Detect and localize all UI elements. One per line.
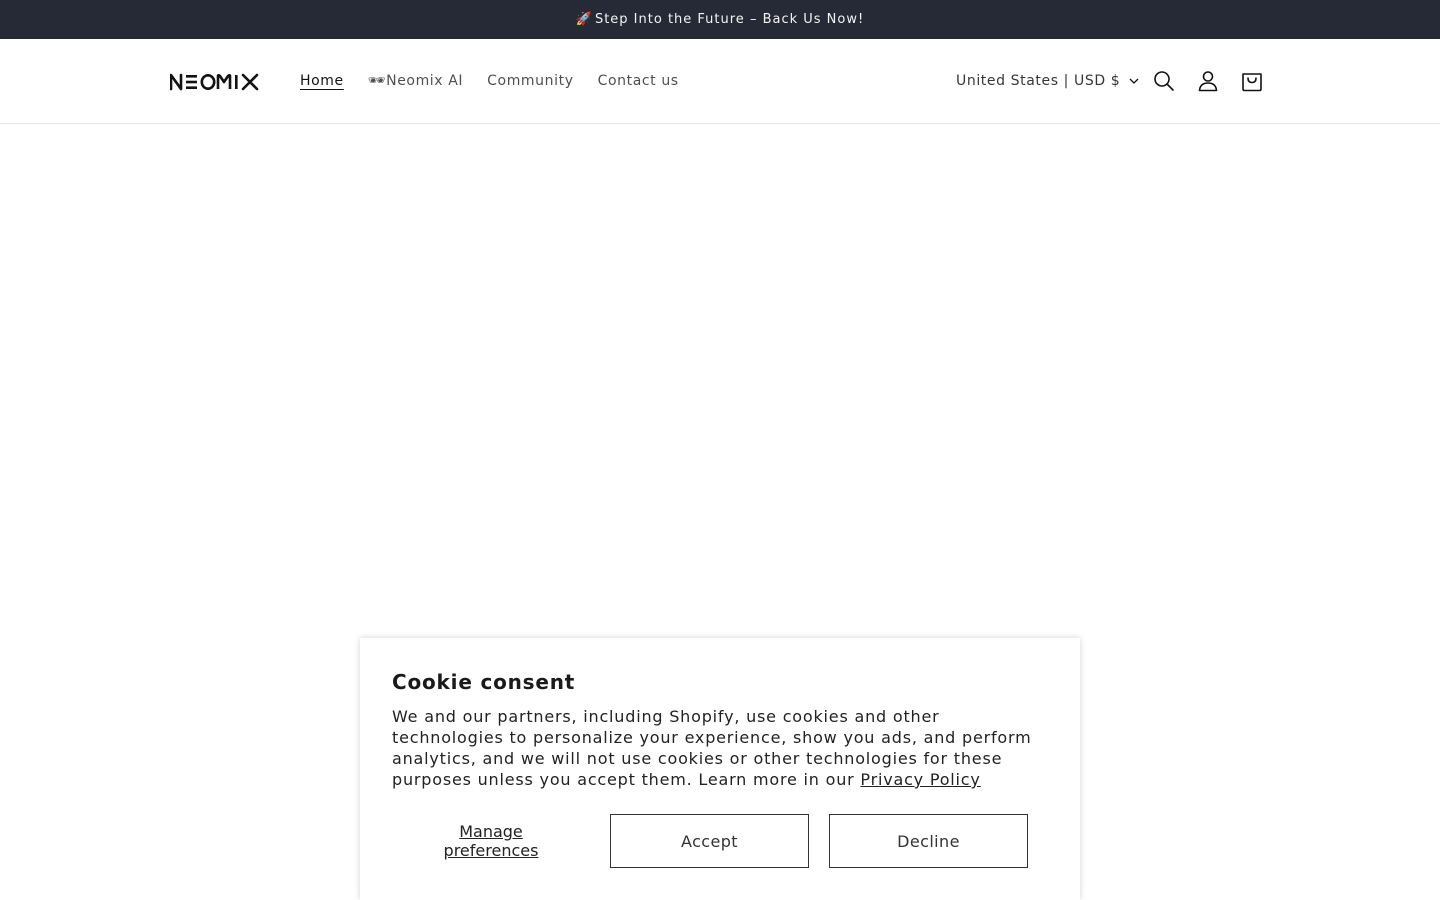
nav-community[interactable]: Community [487,73,574,89]
privacy-policy-link[interactable]: Privacy Policy [860,770,981,789]
country-currency-label: United States | USD $ [956,73,1121,89]
cart-button[interactable] [1238,67,1266,95]
main-nav [288,39,691,123]
neomix-logo-icon [170,73,262,91]
manage-preferences-label: Manage preferences [443,822,539,860]
cookie-actions [392,814,1048,868]
country-currency-selector[interactable] [946,39,1149,123]
manage-preferences-button[interactable] [392,814,590,868]
announcement-bar [0,0,1440,39]
cookie-body-text: We and our partners, including Shopify, use cookies and other technologies to personalize your experience, show you ads, and perform analytics, and we will not use cookies or other technologies for these purposes unless you accept them. Learn more in our [392,707,1032,789]
search-icon [1153,70,1175,92]
decline-button[interactable]: Decline [829,814,1028,868]
announcement-text: Step Into the Future – Back Us Now! [594,12,865,27]
cookie-title: Cookie consent [392,670,576,694]
account-icon [1197,70,1219,92]
accept-button[interactable]: Accept [610,814,809,868]
rocket-icon: 🚀 [575,12,593,27]
nav-home[interactable]: Home [300,73,344,89]
cookie-body [392,706,1048,790]
chevron-down-icon [1129,78,1139,84]
nav-neomix-ai[interactable]: 🕶Neomix AI [367,73,464,89]
cookie-consent-dialog [360,638,1080,900]
account-button[interactable] [1194,67,1222,95]
nav-contact-us[interactable]: Contact us [597,73,679,89]
site-header [0,39,1440,124]
cart-icon [1241,70,1263,92]
search-button[interactable] [1150,67,1178,95]
